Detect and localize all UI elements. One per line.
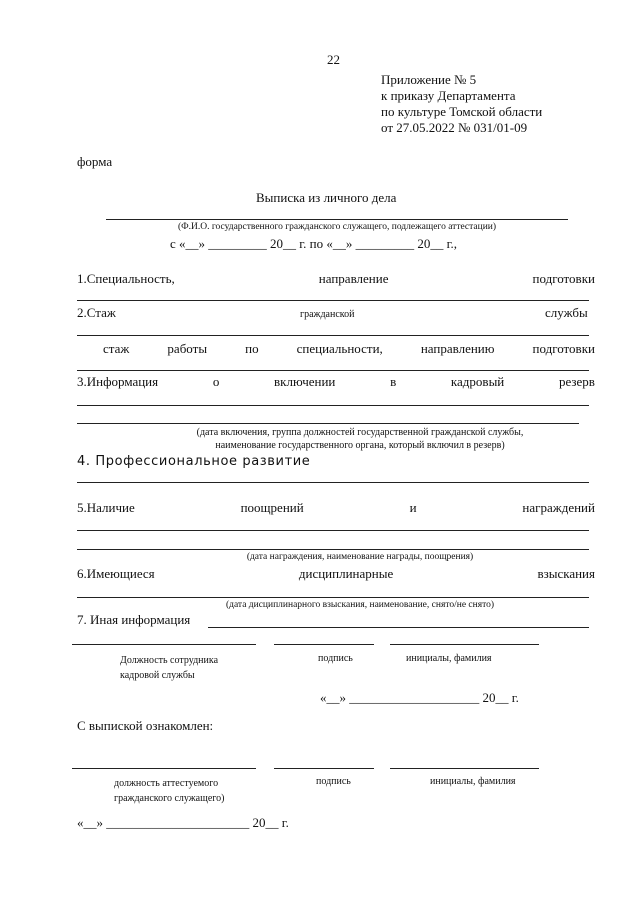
section-3-underline [77, 405, 589, 406]
section-6-heading [77, 566, 595, 582]
position-caption [120, 653, 218, 683]
section-2-underline [77, 335, 589, 336]
section-3-word: кадровый [450, 374, 505, 389]
section-7-underline [208, 627, 589, 628]
position-caption-line: должность аттестуемого [114, 778, 219, 789]
final-date-line: «__» ______________________ 20__ г. [77, 815, 289, 830]
section-6-word: 6.Имеющиеся [77, 566, 155, 581]
section-3-word: 3.Информация [77, 374, 159, 389]
section-3-caption-line: (дата включения, группа должностей государственной гражданской службы, [196, 427, 524, 438]
initials-caption: инициалы, фамилия [430, 776, 516, 787]
section-2b-word: по [245, 341, 259, 356]
section-2b-word: подготовки [532, 341, 595, 356]
section-5-word: поощрений [240, 500, 304, 515]
section-5-underline [77, 549, 589, 550]
appendix-block [381, 72, 542, 136]
signature-caption: подпись [318, 653, 353, 664]
page-number: 22 [327, 52, 340, 67]
section-2-title: 2.Стаж [77, 305, 116, 320]
section-4-underline [77, 482, 589, 483]
section-3-word: о [212, 374, 220, 389]
section-6-underline [77, 597, 589, 598]
section-3-caption-line: наименование государственного органа, который включил в резерв) [215, 440, 505, 451]
form-label: форма [77, 154, 113, 169]
period-line: с «__» _________ 20__ г. по «__» _________ 20__ г., [170, 236, 457, 251]
section-5-heading [77, 500, 595, 516]
section-2b-underline [77, 370, 589, 371]
position-caption-line: гражданского служащего) [114, 793, 225, 804]
section-3-word: в [390, 374, 397, 389]
section-2-end: службы [545, 305, 588, 320]
section-3-word: включении [274, 374, 336, 389]
section-1-word: подготовки [532, 271, 595, 286]
section-1-underline [77, 300, 589, 301]
position-line [72, 768, 256, 769]
signature-caption: подпись [316, 776, 351, 787]
section-5-word: награждений [522, 500, 595, 515]
sign-date-line: «__» ____________________ 20__ г. [320, 690, 519, 705]
appendix-line: Приложение № 5 [381, 72, 477, 87]
page-title: Выписка из личного дела [256, 190, 397, 205]
section-5-underline [77, 530, 589, 531]
section-2b-word: специальности, [296, 341, 383, 356]
section-6-word: дисциплинарные [298, 566, 394, 581]
signature-line [274, 644, 374, 645]
section-7-heading: 7. Иная информация [77, 612, 191, 627]
section-4-heading: 4. Профессиональное развитие [77, 454, 311, 469]
section-6-caption: (дата дисциплинарного взыскания, наименование, снято/не снято) [225, 600, 495, 610]
section-3-caption [140, 426, 580, 452]
section-2b-heading [103, 341, 595, 357]
initials-line [390, 768, 539, 769]
section-1-heading [77, 271, 595, 287]
section-5-word: и [409, 500, 417, 515]
position-caption-line: Должность сотрудника [120, 655, 219, 666]
acquainted-label: С выпиской ознакомлен: [77, 718, 214, 733]
section-1-word: направление [318, 271, 389, 286]
section-2b-word: работы [167, 341, 208, 356]
fio-caption: (Ф.И.О. государственного гражданского служащего, подлежащего аттестации) [177, 222, 497, 232]
section-6-word: взыскания [537, 566, 595, 581]
position-caption [114, 776, 224, 806]
appendix-line: по культуре Томской области [381, 104, 543, 119]
section-2b-word: направлению [420, 341, 495, 356]
signature-line [274, 768, 374, 769]
section-5-caption: (дата награждения, наименование награды, поощрения) [246, 552, 474, 562]
initials-caption: инициалы, фамилия [406, 653, 492, 664]
fio-underline [106, 219, 568, 220]
section-3-underline [77, 423, 579, 424]
position-line [72, 644, 256, 645]
section-3-heading [77, 374, 595, 390]
section-1-word: 1.Специальность, [77, 271, 175, 286]
section-2-mid: гражданской [300, 309, 355, 320]
position-caption-line: кадровой службы [120, 670, 195, 681]
section-2b-word: стаж [103, 341, 130, 356]
section-5-word: 5.Наличие [77, 500, 135, 515]
appendix-line: к приказу Департамента [381, 88, 516, 103]
initials-line [390, 644, 539, 645]
appendix-line: от 27.05.2022 № 031/01-09 [381, 120, 528, 135]
section-3-word: резерв [558, 374, 595, 389]
